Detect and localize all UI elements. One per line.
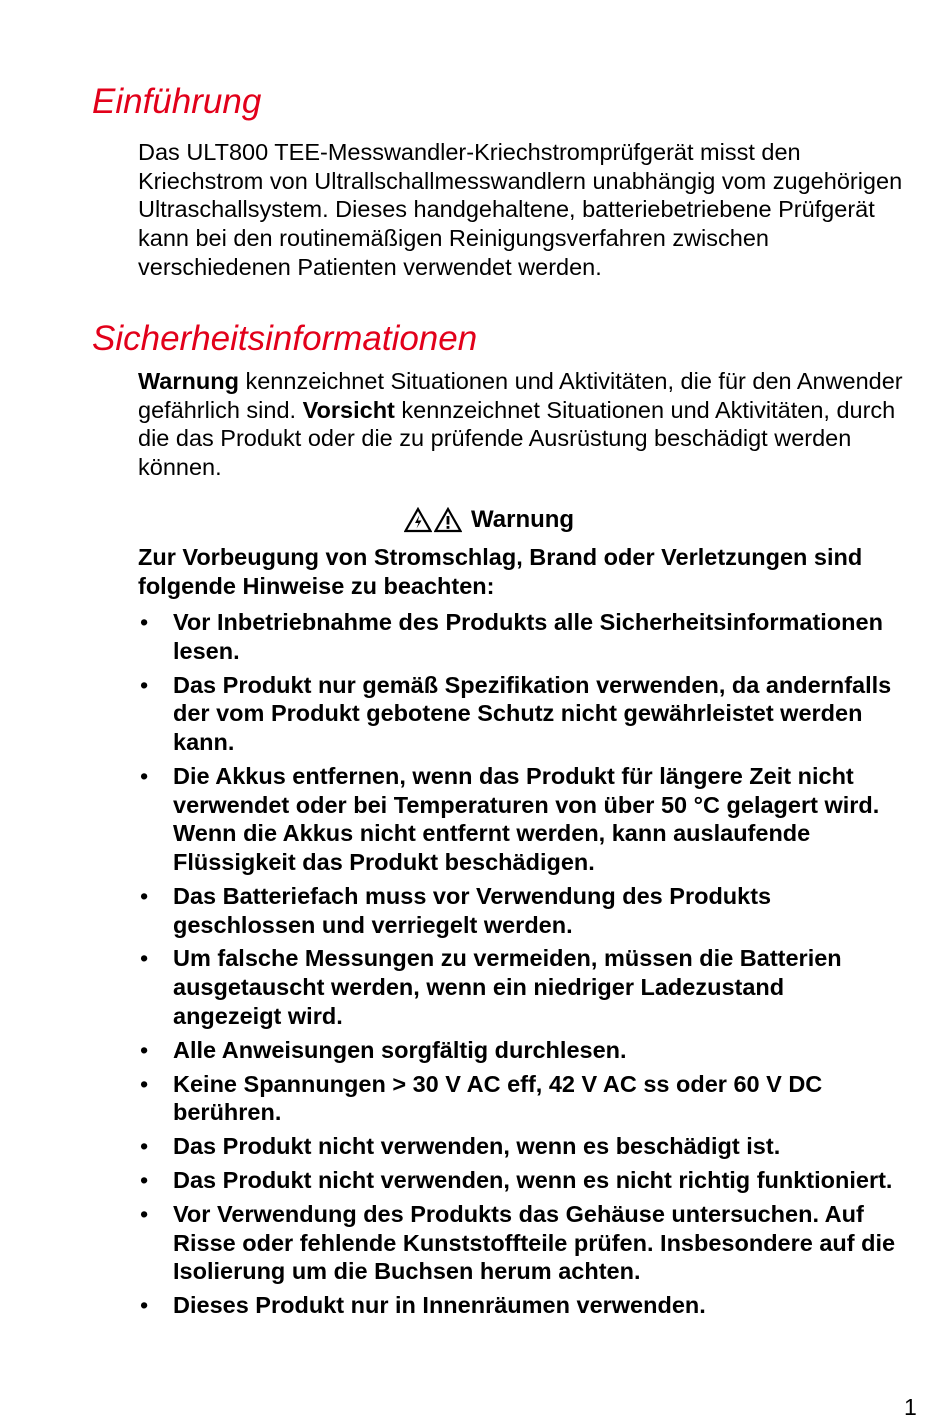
list-item-text: Das Produkt nicht verwenden, wenn es nicht richtig funktioniert. (173, 1167, 893, 1194)
warning-heading (404, 504, 574, 536)
list-item (138, 1166, 898, 1195)
warning-list (138, 608, 898, 1325)
warnung-term: Warnung (138, 368, 239, 394)
list-item-text: Dieses Produkt nur in Innenräumen verwenden. (173, 1292, 706, 1319)
list-item (138, 671, 898, 757)
list-item-text: Um falsche Messungen zu vermeiden, müssen die Batterien ausgetauscht werden, wenn ein niedriger Ladezustand angezeigt wird. (173, 945, 842, 1029)
intro-paragraph: Das ULT800 TEE-Messwandler-Kriechstromprüfgerät misst den Kriechstrom von Ultrallschallmesswandlern unabhängig vom zugehörigen Ultraschallsystem. Dieses handgehaltene, batteriebetriebene Prüfgerät kann bei den routinemäßigen Reinigungsverfahren zwischen verschiedenen Patienten verwendet werden. (138, 139, 903, 280)
bullet-icon: • (140, 1036, 149, 1063)
bullet-icon: • (140, 945, 149, 972)
list-item (138, 882, 898, 939)
list-item (138, 762, 898, 877)
list-item-text: Vor Verwendung des Produkts das Gehäuse untersuchen. Auf Risse oder fehlende Kunststoffteile prüfen. Insbesondere auf die Isolierung um die Buchsen herum achten. (173, 1201, 896, 1285)
bullet-icon: • (140, 671, 149, 698)
vorsicht-term: Vorsicht (302, 396, 395, 423)
list-item (138, 1291, 898, 1320)
list-item (138, 1200, 898, 1286)
list-item (138, 944, 898, 1030)
safety-text-part-1: kennzeichnet Situationen und Aktivitäten, die für den Anwender gefährlich sind. (138, 368, 903, 423)
safety-text-part-2: kennzeichnet Situationen und Aktivitäten, durch die das Produkt oder die zu prüfende Ausrüstung beschädigt werden können. (138, 396, 896, 481)
section-heading-intro: Einführung (92, 82, 262, 121)
bullet-icon: • (140, 1070, 149, 1097)
list-item-text: Die Akkus entfernen, wenn das Produkt für längere Zeit nicht verwendet oder bei Temperaturen von über 50 °C gelagert wird. Wenn die Akkus nicht entfernt werden, kann auslaufende Flüssigkeit das Produkt beschädigen. (173, 762, 880, 875)
bullet-icon: • (140, 1167, 149, 1194)
list-item-text: Alle Anweisungen sorgfältig durchlesen. (173, 1036, 627, 1063)
list-item-text: Keine Spannungen > 30 V AC eff, 42 V AC ss oder 60 V DC berühren. (173, 1070, 823, 1126)
list-item-text: Das Produkt nur gemäß Spezifikation verwenden, da andernfalls der vom Produkt gebotene Schutz nicht gewährleistet werden kann. (173, 671, 892, 755)
warning-title: Warnung (471, 506, 575, 533)
section-heading-safety: Sicherheitsinformationen (92, 319, 478, 358)
list-item (138, 1132, 898, 1161)
list-item (138, 1036, 898, 1065)
bullet-icon: • (140, 882, 149, 909)
warning-triangle-icon (434, 507, 462, 533)
safety-paragraph (138, 367, 928, 482)
electric-hazard-icon (404, 507, 432, 533)
list-item-text: Das Batteriefach muss vor Verwendung des Produkts geschlossen und verriegelt werden. (173, 882, 772, 938)
list-item-text: Vor Inbetriebnahme des Produkts alle Sicherheitsinformationen lesen. (173, 609, 883, 664)
list-item-text: Das Produkt nicht verwenden, wenn es beschädigt ist. (173, 1133, 781, 1160)
bullet-icon: • (140, 1133, 149, 1160)
list-item (138, 1070, 898, 1127)
bullet-icon: • (140, 762, 149, 789)
list-item (138, 608, 898, 665)
warning-intro: Zur Vorbeugung von Stromschlag, Brand oder Verletzungen sind folgende Hinweise zu beachten: (138, 544, 863, 599)
bullet-icon: • (140, 1201, 149, 1228)
page-number: 1 (904, 1394, 917, 1420)
bullet-icon: • (140, 1292, 149, 1319)
bullet-icon: • (140, 609, 149, 635)
